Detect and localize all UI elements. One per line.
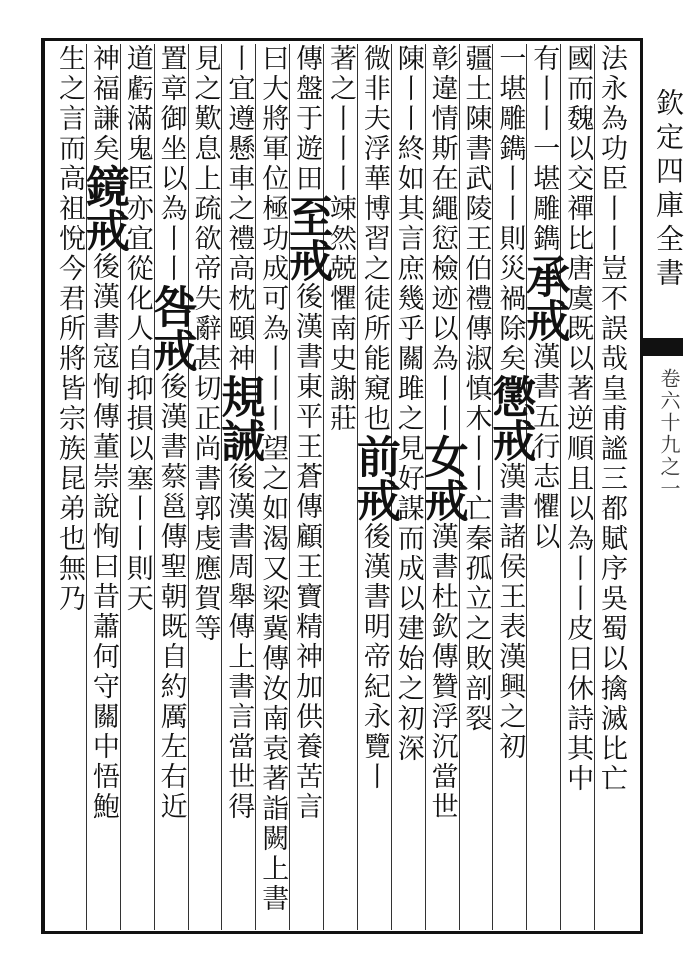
column-text-continued: 後漢書蔡邕傳聖朝既自約厲左右近 [155,372,187,822]
column-text-continued: 丨丨望之如渴又梁冀傳汝南袁著詣闕上書 [257,374,289,914]
text-column [561,44,593,794]
column-rule [289,44,290,930]
column-text: 神福謙矣 [87,44,119,164]
volume-label: 卷六十九之一 [657,368,681,500]
entry-heading: 鏡戒 [77,164,129,252]
column-text: 傳盤于遊田 [291,44,323,194]
entry-heading: 前戒 [348,434,400,522]
column-text-continued: 後漢書寇恂傳董崇說恂曰昔蕭何守關中悟鮑 [87,252,119,822]
column-rule [492,44,493,930]
column-text-continued: 生之言而高祖悅今君所將皆宗族昆弟也無乃 [53,44,85,614]
column-rule [188,44,189,930]
column-text-continued: 漢書五行志懼以 [528,342,560,552]
book-title: 欽定四庫全書 [652,88,685,292]
column-rule [425,44,426,930]
column-text-continued: 漢書諸侯王表漢興之初 [494,462,526,762]
text-column [460,44,492,734]
text-column [145,44,197,822]
entry-heading: 至戒 [281,194,333,282]
column-rule [221,44,222,930]
text-column [348,44,400,792]
column-text: 彰違情斯在繩愆檢迹以為丨丨 [426,44,458,434]
column-text-continued: 後漢書東平王蒼傳顧王寶精神加供養苦言 [291,282,323,822]
margin-strip [643,38,691,934]
column-text: 置章御坐以為丨丨 [155,44,187,284]
text-column [77,44,129,822]
column-text-continued: 後漢書周舉傳上書言當世得 [223,462,255,822]
column-text-continued: 臣亦宜從化人自抑損以塞丨丨則天 [121,164,153,614]
column-text: 見之歎息上疏欲帝 [189,44,221,284]
column-rule [594,44,595,930]
text-column [256,44,288,914]
entry-heading: 咎戒 [145,284,197,372]
text-column [416,44,468,822]
column-text: 陳丨丨終如其言庶幾乎關雎之見 [392,44,424,464]
column-rule [255,44,256,930]
text-column [518,44,570,552]
column-rule [526,44,527,930]
text-column [484,44,536,762]
column-text-continued: 好謀而成以建始之初深 [392,464,424,764]
column-rule [323,44,324,930]
column-rule [86,44,87,930]
fishtail-mark [643,338,683,356]
column-text: 道虧滿鬼 [121,44,153,164]
text-column [121,44,153,614]
entry-heading: 懲戒 [484,374,536,462]
column-text-continued: 失辭甚切正尚書郭虔應賀等 [189,284,221,644]
text-column [392,44,424,764]
column-text: 一堪雕鐫丨丨則災禍除矣 [494,44,526,374]
column-rule [560,44,561,930]
column-text: 國而魏以交禪比唐虞既以著逆順且以為丨丨皮日休詩其中 [562,44,594,794]
column-text-continued: 後漢書明帝紀永覽丨 [358,522,390,792]
column-text: 丨宜遵懸車之禮高枕頤神 [223,44,255,374]
text-column [213,44,265,822]
column-text: 曰大將軍位極功成可為丨 [257,44,289,374]
column-rule [154,44,155,930]
column-text-continued: 丨竦然兢懼南史謝莊 [325,164,356,434]
column-text: 法永為功臣丨丨豈不誤哉皇甫謐三都賦序吳蜀以擒滅比亡 [596,44,628,794]
column-text: 微非夫浮華博習之徒所能窺也 [358,44,390,434]
column-text-continued: 漢書杜欽傳贊浮沉當世 [426,522,458,822]
column-text: 有丨丨一堪雕鐫 [528,44,560,254]
entry-heading: 承戒 [518,254,570,342]
column-text: 著之丨丨 [325,44,356,164]
text-column [53,44,85,614]
column-text: 疆土陳書武陵王伯禮傳淑慎木丨丨亡秦孤立之敗剖裂 [460,44,492,734]
column-rule [357,44,358,930]
text-column [281,44,333,822]
entry-heading: 女戒 [416,434,468,522]
text-column [595,44,627,794]
entry-heading: 規誡 [213,374,265,462]
